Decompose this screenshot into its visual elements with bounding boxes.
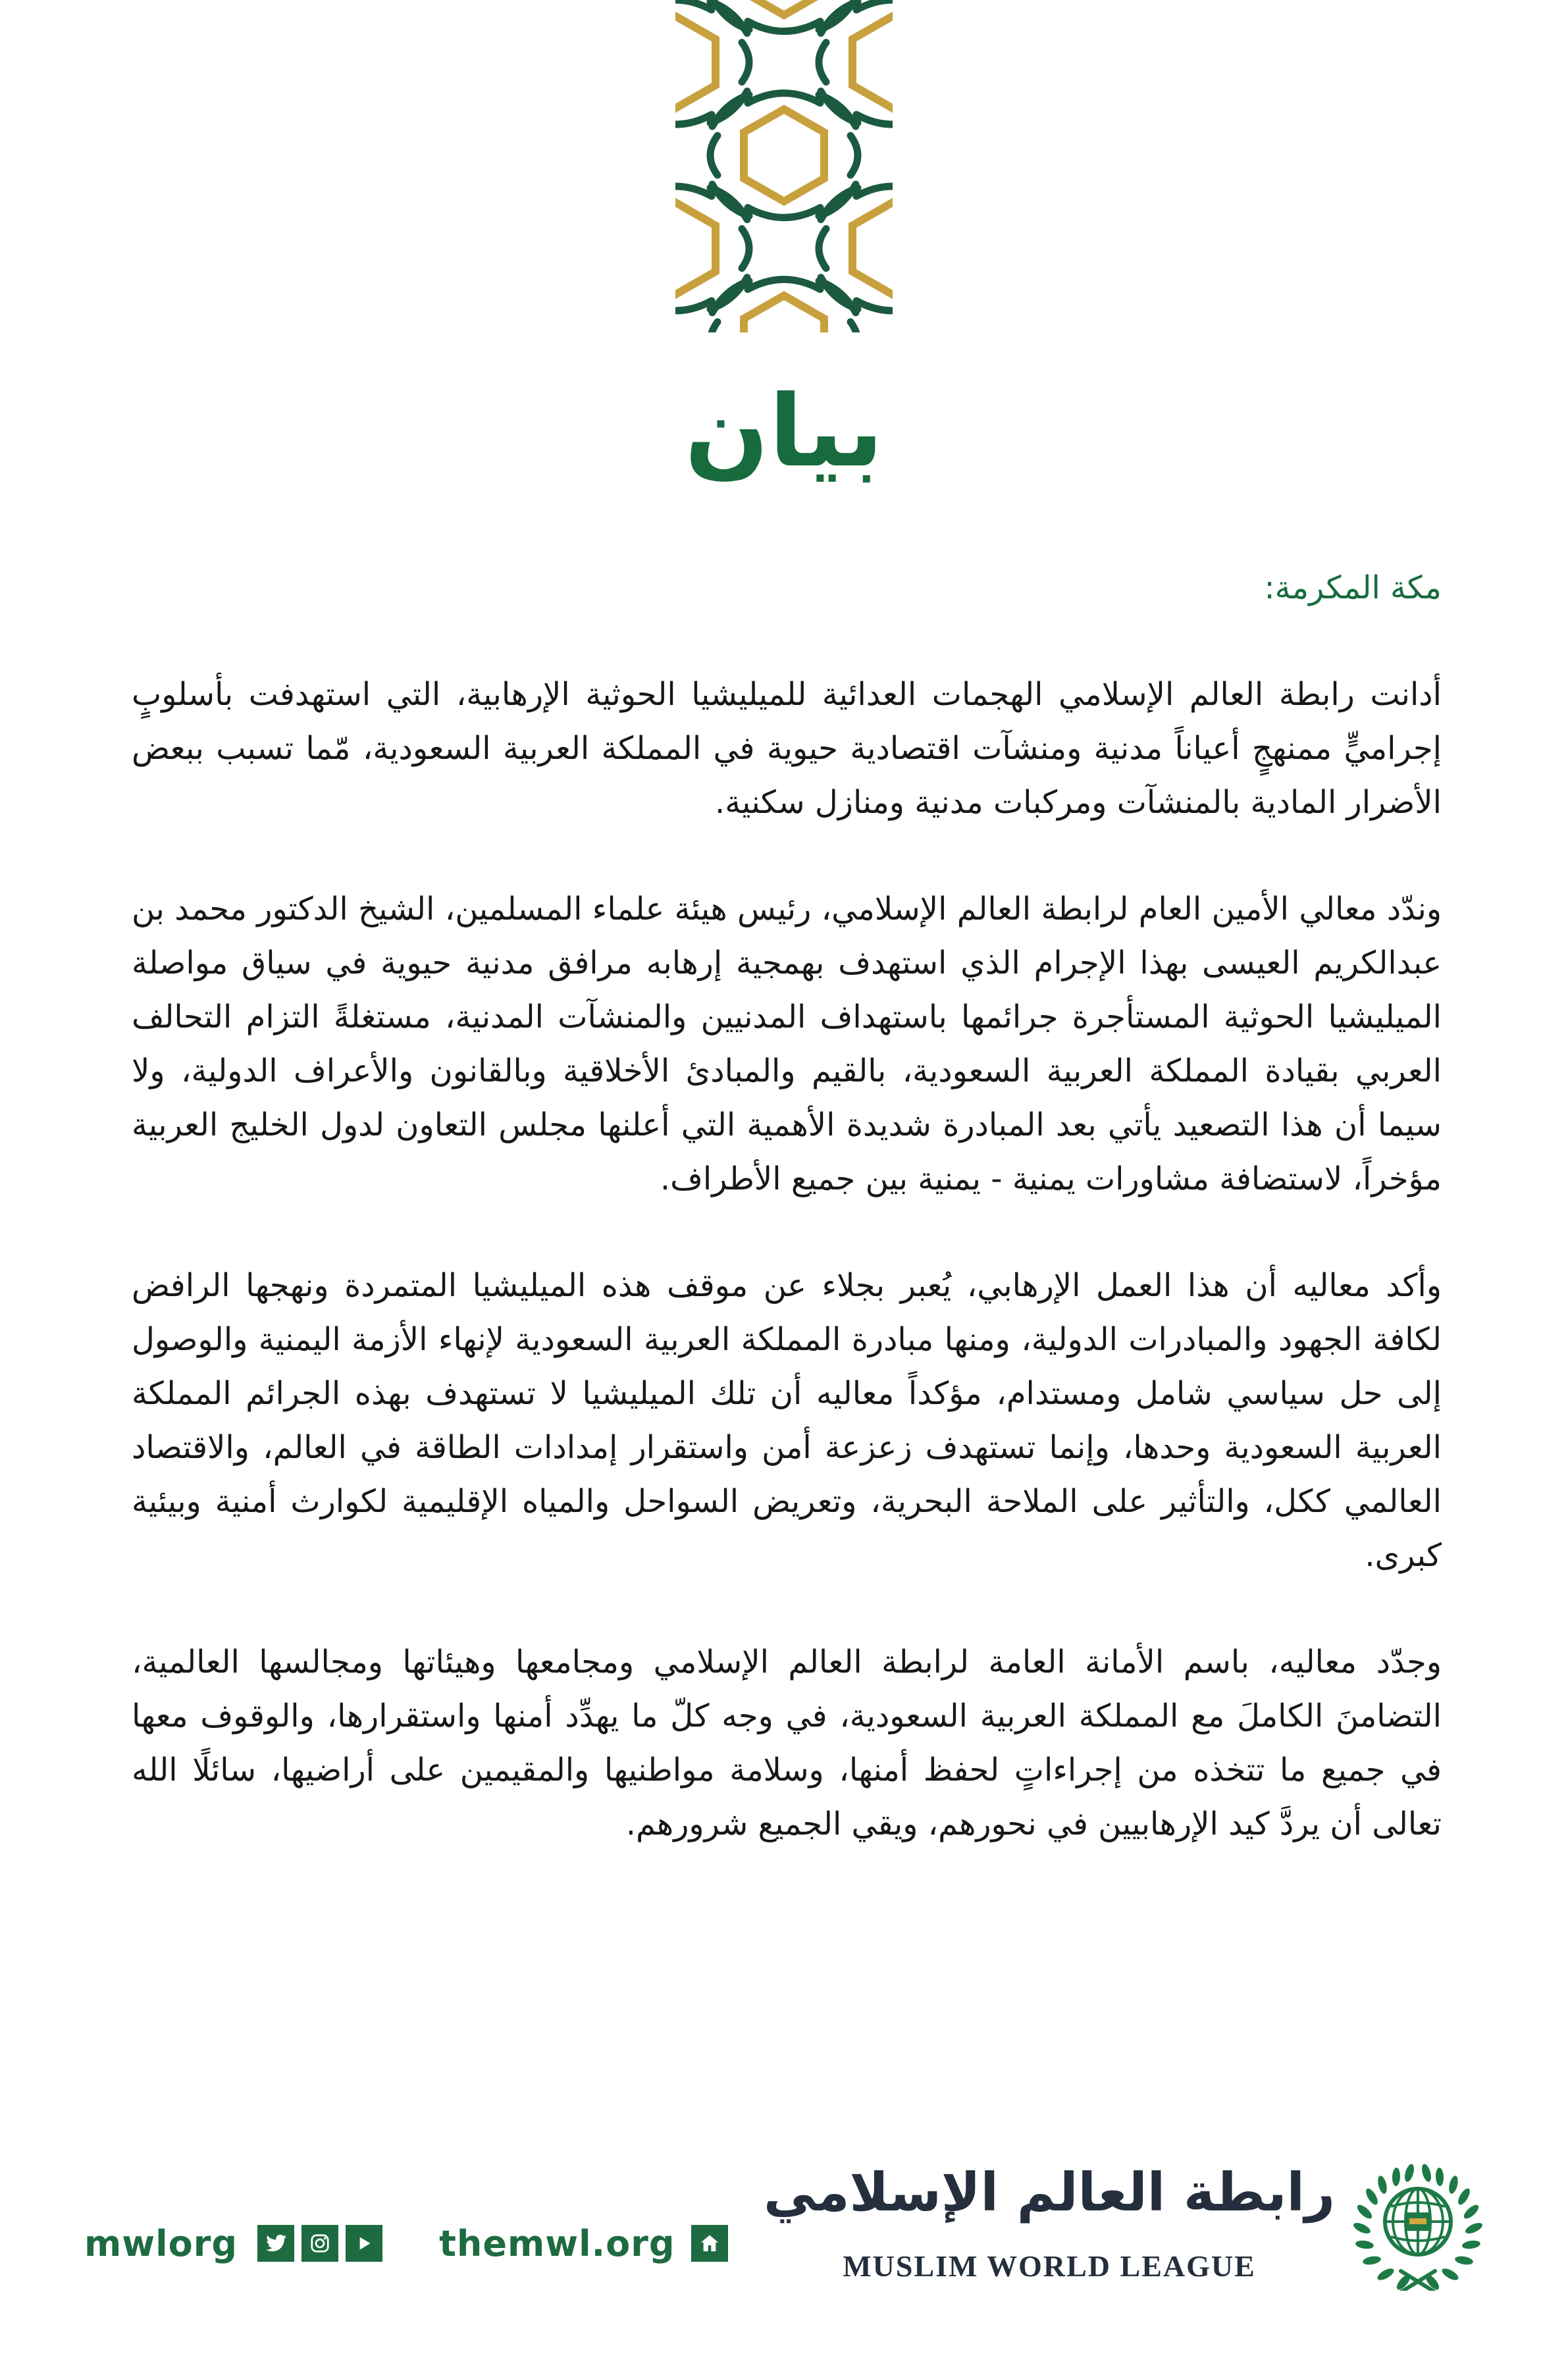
kaaba-gold-band (1409, 2218, 1426, 2224)
social-icons (257, 2225, 382, 2262)
instagram-icon[interactable] (301, 2225, 338, 2262)
statement-title: بيان (685, 375, 883, 489)
mwl-emblem-icon (1352, 2159, 1484, 2291)
statement-paragraph: وأكد معاليه أن هذا العمل الإرهابي، يُعبر بجلاء عن موقف هذه الميليشيا المتمردة ونهجها الرافض لكافة الجهود والمبادرات الدولية، ومنها مبادرة المملكة العربية السعودية لإنهاء الأزمة اليمنية والوصول إلى حل سياسي شامل ومستدام، مؤكداً معاليه أن تلك الميليشيا لا تستهدف بهذه الجرائم المملكة العربية السعودية وحدها، وإنما تستهدف زعزعة أمن واستقرار إمدادات الطاقة في العالم، والاقتصاد العالمي ككل، والتأثير على الملاحة البحرية، وتعريض السواحل والمياه الإقليمية لكوارث أمنية وبيئية كبرى. (132, 1267, 1442, 1574)
social-handle: mwlorg (84, 2222, 238, 2264)
mwl-arabic-calligraphy: رابطة العالم الإسلامي (764, 2162, 1335, 2223)
mwl-logo-text (764, 2141, 1335, 2284)
statement-paragraph: وندّد معالي الأمين العام لرابطة العالم الإسلامي، رئيس هيئة علماء المسلمين، الشيخ الدكتور محمد بن عبدالكريم العيسى بهذا الإجرام الذي استهدف بهمجية إرهابه مرافق مدنية حيوية في سياق مواصلة الميليشيا الحوثية المستأجرة جرائمها باستهداف المدنيين والمنشآت المدنية، مستغلةً التزام التحالف العربي بقيادة المملكة العربية السعودية، بالقيم والمبادئ الأخلاقية وبالقانون والأعراف الدولية، ولا سيما أن هذا التصعيد يأتي بعد المبادرة شديدة الأهمية التي أعلنها مجلس التعاون لدول الخليج العربية مؤخراً، لاستضافة مشاورات يمنية - يمنية بين جميع الأطراف. (132, 891, 1442, 1197)
youtube-icon[interactable] (346, 2225, 382, 2262)
website-link[interactable]: themwl.org (439, 2222, 675, 2264)
statement-paragraph: وجدّد معاليه، باسم الأمانة العامة لرابطة العالم الإسلامي ومجامعها وهيئاتها ومجالسها العالمية، التضامنَ الكاملَ مع المملكة العربية السعودية، في وجه كلّ ما يهدِّد أمنها واستقرارها، والوقوف معها في جميع ما تتخذه من إجراءاتٍ لحفظ أمنها، وسلامة مواطنيها والمقيمين على أراضيها، سائلًا الله تعالى أن يردَّ كيد الإرهابيين في نحورهم، ويقي الجميع شرورهم. (132, 1644, 1442, 1842)
statement-body (132, 561, 1442, 1851)
home-icon[interactable] (691, 2225, 728, 2262)
mwl-logo (764, 2141, 1484, 2291)
mwl-english-wordmark: MUSLIM WORLD LEAGUE (843, 2249, 1256, 2283)
twitter-icon[interactable] (257, 2225, 294, 2262)
social-row (84, 2224, 728, 2263)
statement-paragraph: أدانت رابطة العالم الإسلامي الهجمات العدائية للميليشيا الحوثية الإرهابية، التي استهدفت بأسلوبٍ إجراميٍّ ممنهجٍ أعياناً مدنية ومنشآت اقتصادية حيوية في المملكة العربية السعودية، مّما تسبب ببعض الأضرار المادية بالمنشآت ومركبات مدنية ومنازل سكنية. (132, 676, 1442, 821)
geometric-pattern (675, 0, 893, 332)
location-heading: مكة المكرمة: (1264, 569, 1442, 606)
